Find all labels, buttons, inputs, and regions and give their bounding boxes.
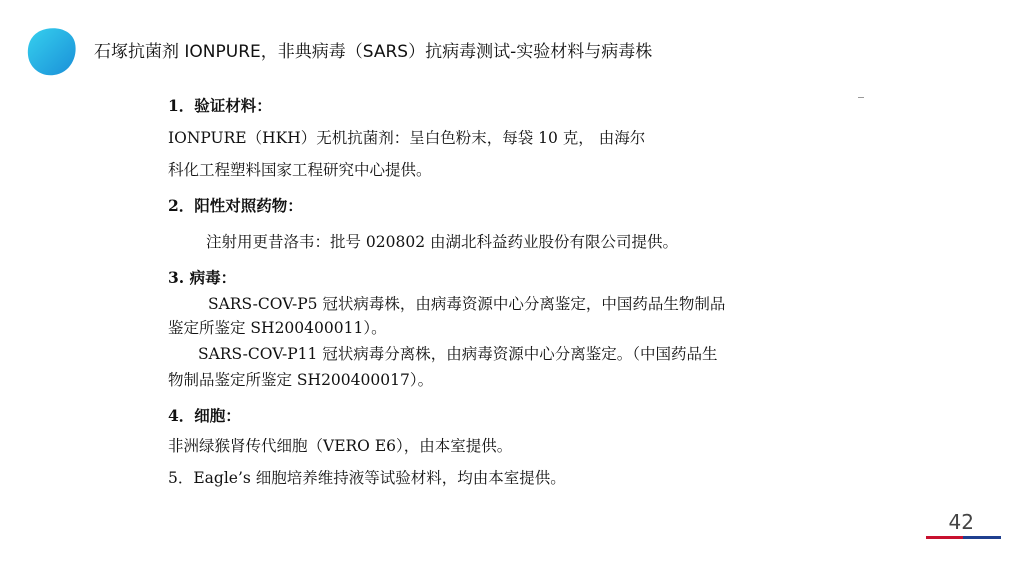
- doc-line: 科化工程塑料国家工程研究中心提供。: [168, 161, 432, 179]
- section-heading-materials: 1．验证材料：: [168, 96, 272, 115]
- scan-artifact: [858, 97, 864, 98]
- doc-line: 非洲绿猴肾传代细胞（VERO E6），由本室提供。: [168, 437, 513, 455]
- logo-icon: [26, 25, 78, 77]
- doc-line: IONPURE（HKH）无机抗菌剂：呈白色粉末，每袋 10 克， 由海尔: [168, 129, 646, 147]
- doc-line: 5．Eagle’s 细胞培养维持液等试验材料，均由本室提供。: [168, 469, 566, 487]
- doc-line: SARS-COV-P5 冠状病毒株，由病毒资源中心分离鉴定，中国药品生物制品: [208, 295, 726, 313]
- doc-line: 鉴定所鉴定 SH200400011）。: [168, 319, 387, 337]
- footer-accent-red: [926, 536, 963, 539]
- doc-line: 注射用更昔洛韦：批号 020802 由湖北科益药业股份有限公司提供。: [206, 233, 679, 251]
- section-heading-cells: 4．细胞：: [168, 406, 241, 425]
- doc-line: SARS-COV-P11 冠状病毒分离株，由病毒资源中心分离鉴定。（中国药品生: [198, 345, 718, 363]
- page-number: 42: [948, 510, 974, 534]
- section-heading-virus: 3. 病毒：: [168, 268, 237, 287]
- doc-line: 物制品鉴定所鉴定 SH200400017）。: [168, 371, 434, 389]
- slide-title: 石塚抗菌剂 IONPURE，非典病毒（SARS）抗病毒测试-实验材料与病毒株: [94, 42, 653, 62]
- footer-accent-bar: [926, 536, 1001, 539]
- section-heading-positive-control: 2．阳性对照药物：: [168, 196, 303, 215]
- footer-accent-blue: [963, 536, 1001, 539]
